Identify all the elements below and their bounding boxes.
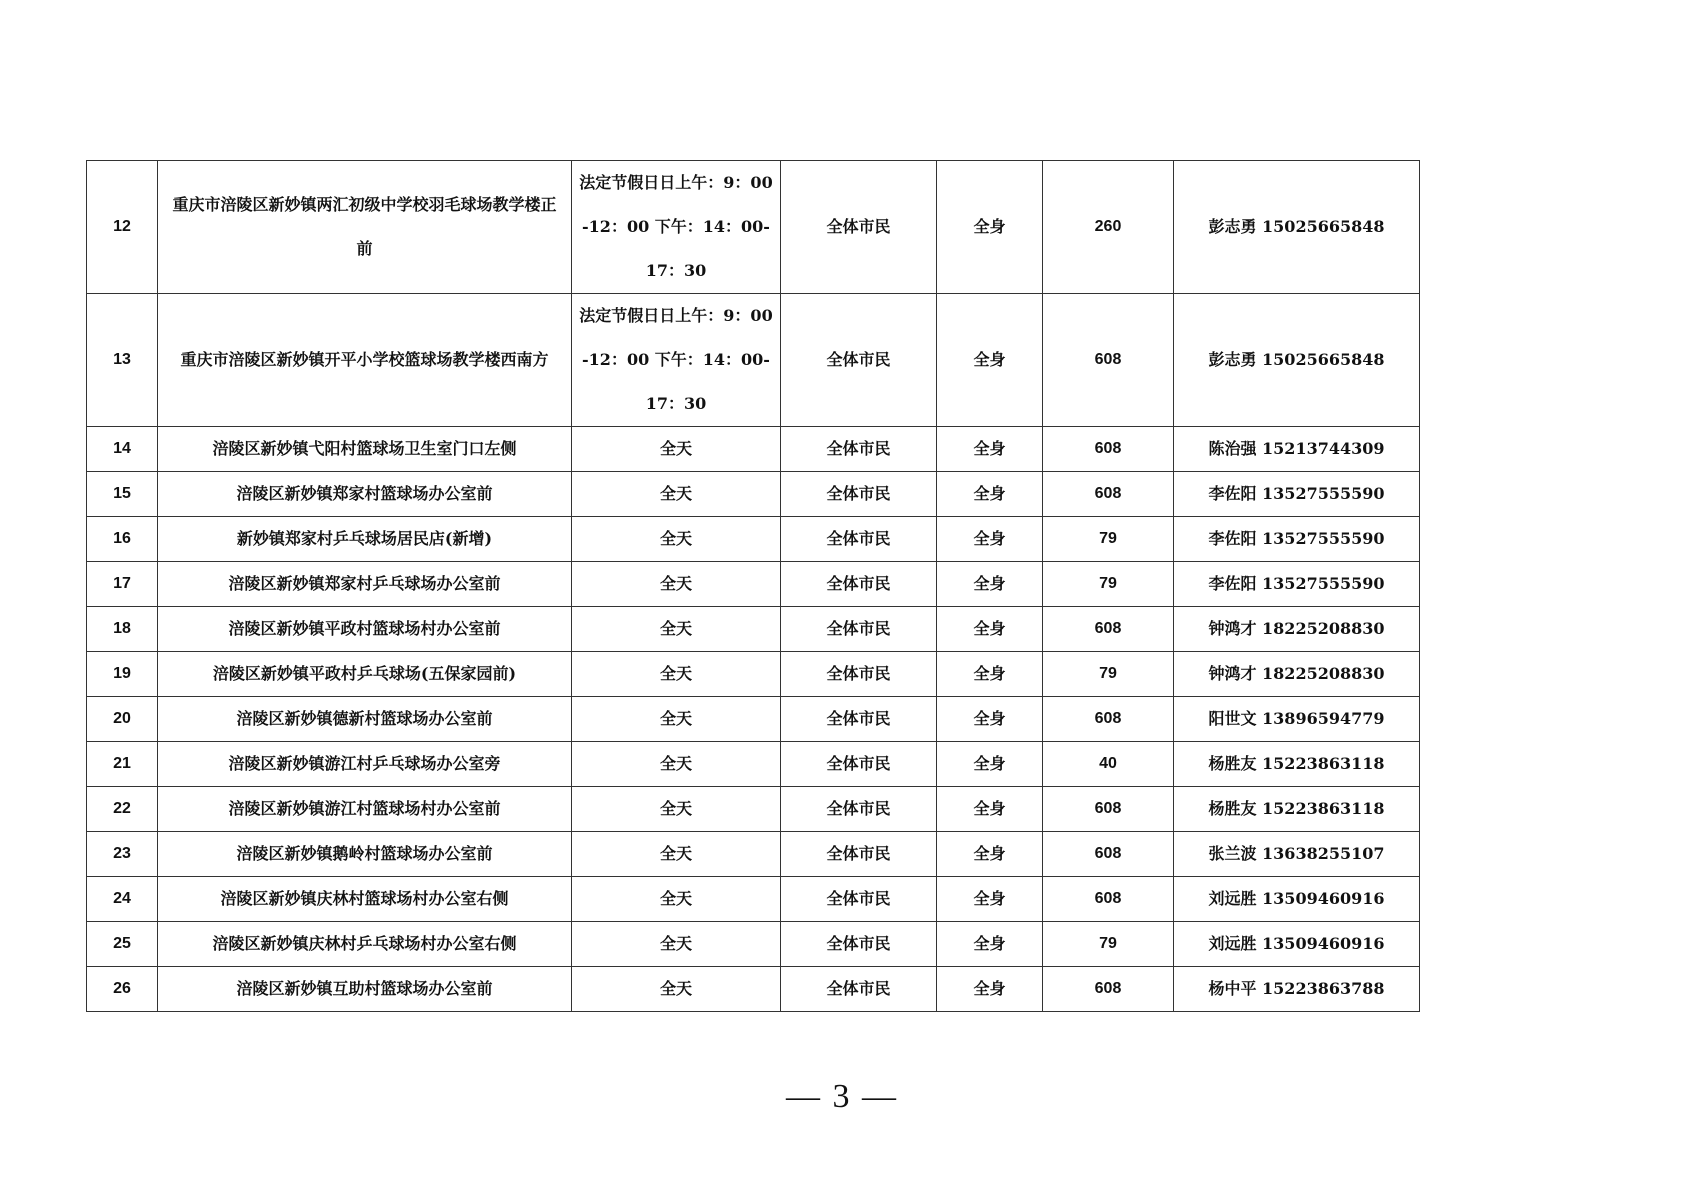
venue-area: 79 <box>1043 517 1174 562</box>
venue-location: 涪陵区新妙镇互助村篮球场办公室前 <box>158 967 572 1012</box>
row-number: 15 <box>87 472 158 517</box>
row-number: 13 <box>87 294 158 427</box>
venue-location: 重庆市涪陵区新妙镇两汇初级中学校羽毛球场教学楼正前 <box>158 161 572 294</box>
venue-location: 涪陵区新妙镇平政村乒乓球场(五保家园前) <box>158 652 572 697</box>
table-row <box>87 562 1420 607</box>
venue-contact: 彭志勇 15025665848 <box>1174 161 1420 294</box>
exercise-type: 全身 <box>937 294 1043 427</box>
table-row <box>87 427 1420 472</box>
opening-hours: 全天 <box>572 427 781 472</box>
venue-contact: 李佐阳 13527555590 <box>1174 472 1420 517</box>
row-number: 25 <box>87 922 158 967</box>
exercise-type: 全身 <box>937 427 1043 472</box>
table-row <box>87 742 1420 787</box>
venue-contact: 陈治强 15213744309 <box>1174 427 1420 472</box>
row-number: 19 <box>87 652 158 697</box>
opening-hours: 法定节假日日上午：9：00-12：00 下午：14：00-17：30 <box>572 294 781 427</box>
venue-contact: 李佐阳 13527555590 <box>1174 517 1420 562</box>
opening-hours: 全天 <box>572 967 781 1012</box>
venue-location: 新妙镇郑家村乒乓球场居民店(新增) <box>158 517 572 562</box>
target-audience: 全体市民 <box>781 967 937 1012</box>
venue-location: 涪陵区新妙镇庆林村乒乓球场村办公室右侧 <box>158 922 572 967</box>
table-row <box>87 787 1420 832</box>
venue-contact: 杨中平 15223863788 <box>1174 967 1420 1012</box>
exercise-type: 全身 <box>937 922 1043 967</box>
venue-area: 608 <box>1043 832 1174 877</box>
target-audience: 全体市民 <box>781 607 937 652</box>
row-number: 22 <box>87 787 158 832</box>
exercise-type: 全身 <box>937 607 1043 652</box>
opening-hours: 全天 <box>572 877 781 922</box>
venue-contact: 李佐阳 13527555590 <box>1174 562 1420 607</box>
venue-area: 79 <box>1043 562 1174 607</box>
exercise-type: 全身 <box>937 877 1043 922</box>
venue-location: 涪陵区新妙镇游江村乒乓球场办公室旁 <box>158 742 572 787</box>
row-number: 23 <box>87 832 158 877</box>
row-number: 12 <box>87 161 158 294</box>
target-audience: 全体市民 <box>781 742 937 787</box>
venue-contact: 张兰波 13638255107 <box>1174 832 1420 877</box>
target-audience: 全体市民 <box>781 697 937 742</box>
exercise-type: 全身 <box>937 742 1043 787</box>
venue-contact: 刘远胜 13509460916 <box>1174 922 1420 967</box>
target-audience: 全体市民 <box>781 427 937 472</box>
row-number: 24 <box>87 877 158 922</box>
venue-area: 79 <box>1043 922 1174 967</box>
venue-area: 79 <box>1043 652 1174 697</box>
opening-hours: 全天 <box>572 787 781 832</box>
venue-location: 重庆市涪陵区新妙镇开平小学校篮球场教学楼西南方 <box>158 294 572 427</box>
opening-hours: 全天 <box>572 697 781 742</box>
exercise-type: 全身 <box>937 787 1043 832</box>
target-audience: 全体市民 <box>781 562 937 607</box>
venue-area: 608 <box>1043 607 1174 652</box>
opening-hours: 全天 <box>572 922 781 967</box>
opening-hours: 全天 <box>572 607 781 652</box>
venue-area: 608 <box>1043 427 1174 472</box>
exercise-type: 全身 <box>937 161 1043 294</box>
opening-hours: 全天 <box>572 832 781 877</box>
opening-hours: 全天 <box>572 742 781 787</box>
venue-area: 40 <box>1043 742 1174 787</box>
target-audience: 全体市民 <box>781 472 937 517</box>
table-row <box>87 922 1420 967</box>
opening-hours: 法定节假日日上午：9：00-12：00 下午：14：00-17：30 <box>572 161 781 294</box>
venue-area: 608 <box>1043 697 1174 742</box>
opening-hours: 全天 <box>572 562 781 607</box>
opening-hours: 全天 <box>572 517 781 562</box>
venue-location: 涪陵区新妙镇郑家村乒乓球场办公室前 <box>158 562 572 607</box>
venue-area: 608 <box>1043 294 1174 427</box>
table-row <box>87 832 1420 877</box>
venue-table-body <box>87 161 1420 1012</box>
exercise-type: 全身 <box>937 697 1043 742</box>
venue-area: 608 <box>1043 787 1174 832</box>
row-number: 26 <box>87 967 158 1012</box>
table-row <box>87 697 1420 742</box>
venue-location: 涪陵区新妙镇游江村篮球场村办公室前 <box>158 787 572 832</box>
venue-contact: 阳世文 13896594779 <box>1174 697 1420 742</box>
table-row <box>87 517 1420 562</box>
table-row <box>87 652 1420 697</box>
target-audience: 全体市民 <box>781 877 937 922</box>
venue-contact: 钟鸿才 18225208830 <box>1174 607 1420 652</box>
target-audience: 全体市民 <box>781 161 937 294</box>
opening-hours: 全天 <box>572 472 781 517</box>
row-number: 16 <box>87 517 158 562</box>
page-number: — 3 — <box>786 1078 898 1115</box>
venue-contact: 杨胜友 15223863118 <box>1174 787 1420 832</box>
table-row <box>87 294 1420 427</box>
exercise-type: 全身 <box>937 652 1043 697</box>
venue-contact: 钟鸿才 18225208830 <box>1174 652 1420 697</box>
table-row <box>87 607 1420 652</box>
table-row <box>87 161 1420 294</box>
target-audience: 全体市民 <box>781 517 937 562</box>
exercise-type: 全身 <box>937 517 1043 562</box>
target-audience: 全体市民 <box>781 922 937 967</box>
venue-location: 涪陵区新妙镇德新村篮球场办公室前 <box>158 697 572 742</box>
row-number: 20 <box>87 697 158 742</box>
exercise-type: 全身 <box>937 832 1043 877</box>
target-audience: 全体市民 <box>781 294 937 427</box>
venue-location: 涪陵区新妙镇平政村篮球场村办公室前 <box>158 607 572 652</box>
exercise-type: 全身 <box>937 967 1043 1012</box>
exercise-type: 全身 <box>937 562 1043 607</box>
row-number: 17 <box>87 562 158 607</box>
venue-location: 涪陵区新妙镇郑家村篮球场办公室前 <box>158 472 572 517</box>
table-row <box>87 472 1420 517</box>
opening-hours: 全天 <box>572 652 781 697</box>
target-audience: 全体市民 <box>781 787 937 832</box>
venue-contact: 杨胜友 15223863118 <box>1174 742 1420 787</box>
venue-contact: 彭志勇 15025665848 <box>1174 294 1420 427</box>
venue-area: 260 <box>1043 161 1174 294</box>
table-row <box>87 967 1420 1012</box>
venue-location: 涪陵区新妙镇弋阳村篮球场卫生室门口左侧 <box>158 427 572 472</box>
row-number: 18 <box>87 607 158 652</box>
venue-contact: 刘远胜 13509460916 <box>1174 877 1420 922</box>
venue-area: 608 <box>1043 967 1174 1012</box>
row-number: 14 <box>87 427 158 472</box>
venue-table <box>86 160 1420 1012</box>
target-audience: 全体市民 <box>781 832 937 877</box>
row-number: 21 <box>87 742 158 787</box>
table-row <box>87 877 1420 922</box>
venue-area: 608 <box>1043 472 1174 517</box>
venue-location: 涪陵区新妙镇鹅岭村篮球场办公室前 <box>158 832 572 877</box>
target-audience: 全体市民 <box>781 652 937 697</box>
venue-area: 608 <box>1043 877 1174 922</box>
exercise-type: 全身 <box>937 472 1043 517</box>
venue-location: 涪陵区新妙镇庆林村篮球场村办公室右侧 <box>158 877 572 922</box>
